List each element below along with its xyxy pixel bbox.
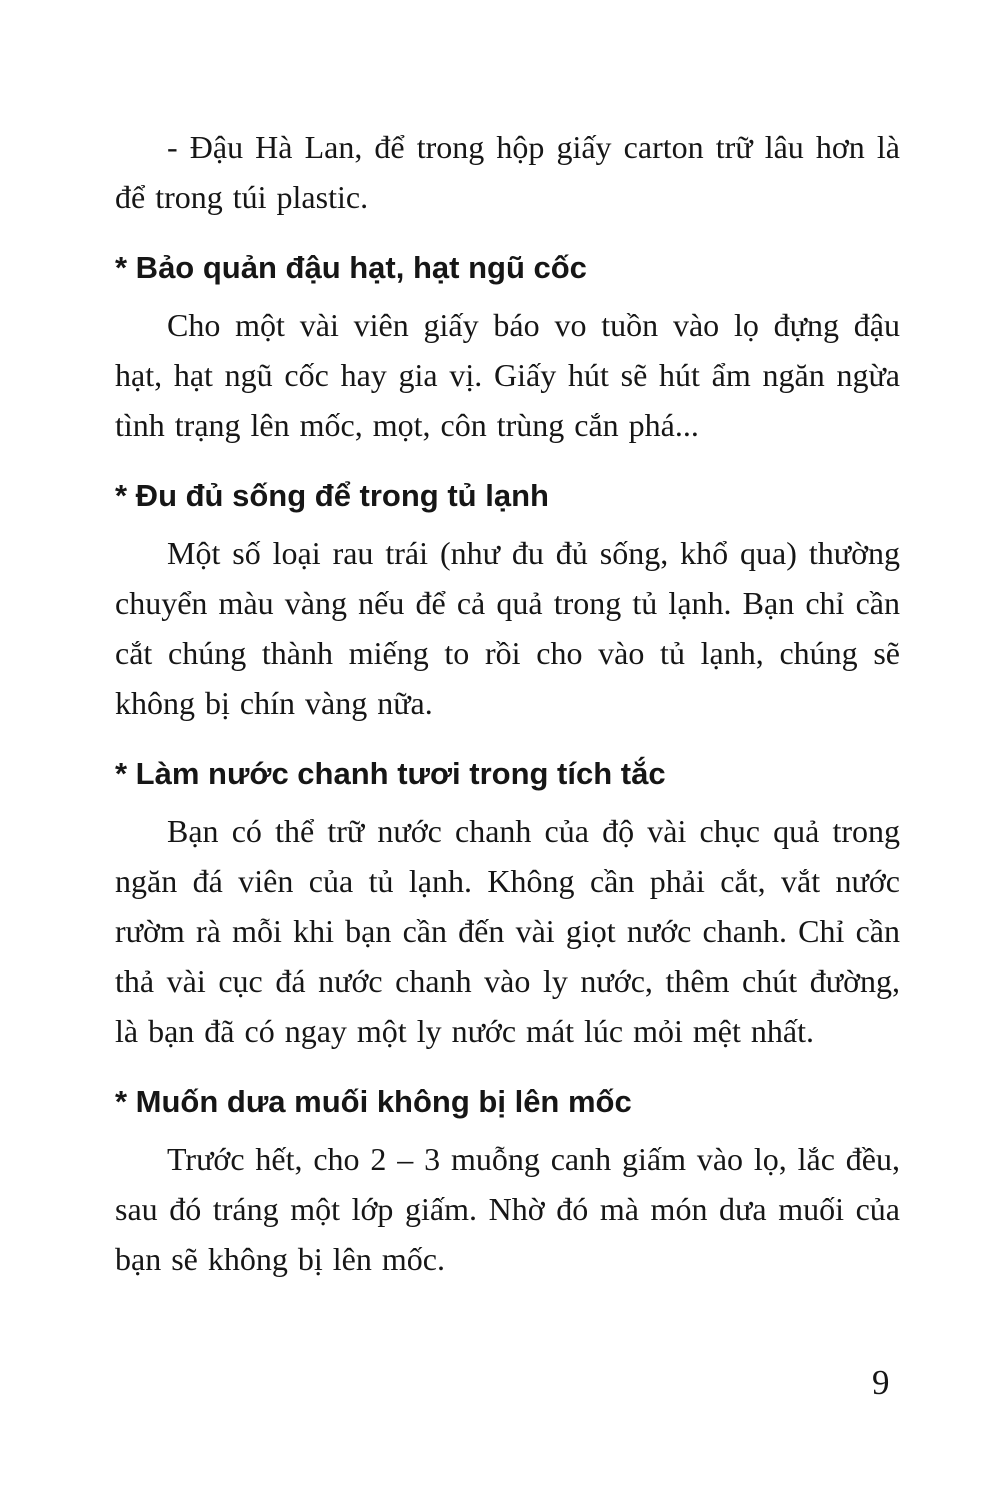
tip-paragraph: Trước hết, cho 2 – 3 muỗng canh giấm vào lọ, lắc đều, sau đó tráng một lớp giấm. Nhờ đó mà món dưa muối của bạn sẽ không bị lên mốc. bbox=[115, 1141, 900, 1277]
tip-heading: * Muốn dưa muối không bị lên mốc bbox=[115, 1084, 632, 1119]
tip-heading: * Bảo quản đậu hạt, hạt ngũ cốc bbox=[115, 250, 587, 285]
tip-section-preserve-beans bbox=[115, 246, 900, 450]
tip-paragraph: Bạn có thể trữ nước chanh của độ vài chục quả trong ngăn đá viên của tủ lạnh. Không cần phải cắt, vắt nước rườm rà mỗi khi bạn cần đến vài giọt nước chanh. Chỉ cần thả vài cục đá nước chanh vào ly nước, thêm chút đường, là bạn đã có ngay một ly nước mát lúc mỏi mệt nhất. bbox=[115, 813, 900, 1049]
tip-paragraph: Một số loại rau trái (như đu đủ sống, khổ qua) thường chuyển màu vàng nếu để cả quả trong tủ lạnh. Bạn chỉ cần cắt chúng thành miếng to rồi cho vào tủ lạnh, chúng sẽ không bị chín vàng nữa. bbox=[115, 535, 900, 721]
tip-heading: * Làm nước chanh tươi trong tích tắc bbox=[115, 756, 666, 791]
intro-paragraph: - Đậu Hà Lan, để trong hộp giấy carton trữ lâu hơn là để trong túi plastic. bbox=[115, 129, 900, 215]
tip-section-fresh-lemon-juice bbox=[115, 752, 900, 1056]
page-number: 9 bbox=[872, 1363, 890, 1402]
tip-heading: * Đu đủ sống để trong tủ lạnh bbox=[115, 478, 549, 513]
tip-section-green-papaya bbox=[115, 474, 900, 728]
tip-paragraph: Cho một vài viên giấy báo vo tuồn vào lọ đựng đậu hạt, hạt ngũ cốc hay gia vị. Giấy hút sẽ hút ẩm ngăn ngừa tình trạng lên mốc, mọt, côn trùng cắn phá... bbox=[115, 307, 900, 443]
tip-section-pickles-no-mold bbox=[115, 1080, 900, 1284]
